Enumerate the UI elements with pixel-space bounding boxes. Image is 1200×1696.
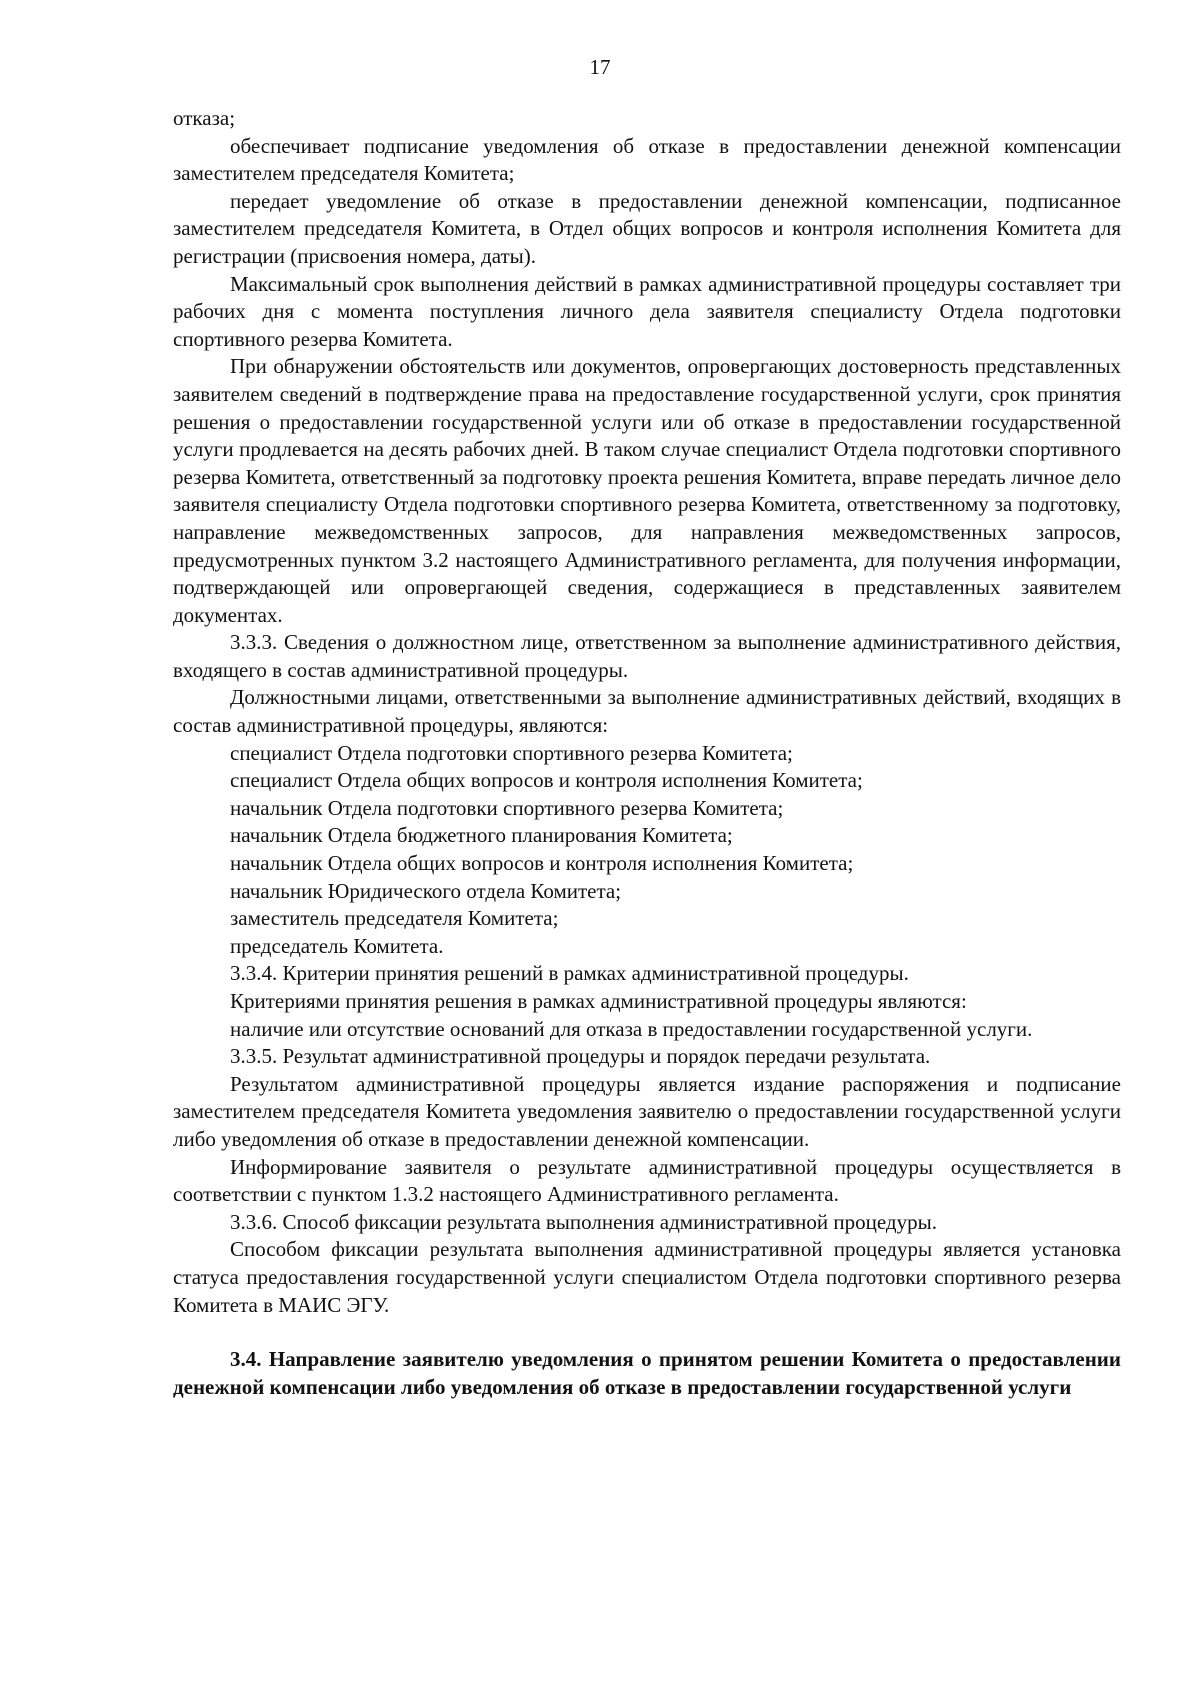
list-item: начальник Отдела общих вопросов и контроля исполнения Комитета; [230, 851, 854, 876]
list-item: начальник Отдела подготовки спортивного резерва Комитета; [230, 795, 784, 820]
paragraph: Должностными лицами, ответственными за выполнение административных действий, входящих в состав административной процедуры, являются: [173, 685, 1121, 738]
paragraph: 3.3.6. Способ фиксации результата выполнения административной процедуры. [230, 1209, 937, 1234]
paragraph: 3.3.3. Сведения о должностном лице, ответственном за выполнение административного действия, входящего в состав административной процедуры. [173, 630, 1121, 682]
paragraph: обеспечивает подписание уведомления об отказе в предоставлении денежной компенсации заместителем председателя Комитета; [173, 133, 1121, 186]
section-heading: 3.4. Направление заявителю уведомления о принятом решении Комитета о предоставлении денежной компенсации либо уведомления об отказе в предоставлении государственной услуги [173, 1347, 1121, 1399]
paragraph: отказа; [173, 106, 236, 130]
paragraph: Информирование заявителя о результате административной процедуры осуществляется в соответствии с пунктом 1.3.2 настоящего Административного регламента. [173, 1154, 1121, 1207]
paragraph: 3.3.5. Результат административной процедуры и порядок передачи результата. [230, 1044, 931, 1069]
list-item: председатель Комитета. [230, 933, 444, 958]
page-number: 17 [589, 55, 611, 79]
paragraph: Результатом административной процедуры является издание распоряжения и подписание заместителем председателя Комитета уведомления заявителю о предоставлении государственной услуги либо уведомления об отказе в предоставлении денежной компенсации. [173, 1071, 1121, 1151]
list-item: начальник Юридического отдела Комитета; [230, 878, 622, 903]
document-body [173, 105, 1121, 1422]
list-item: заместитель председателя Комитета; [230, 906, 559, 931]
paragraph: Способом фиксации результата выполнения административной процедуры является установка статуса предоставления государственной услуги специалистом Отдела подготовки спортивного резерва Комитета в МАИС ЭГУ. [173, 1237, 1121, 1317]
paragraph: Максимальный срок выполнения действий в рамках административной процедуры составляет три рабочих дня с момента поступления личного дела заявителя специалисту Отдела подготовки спортивного резерва Комитета. [173, 271, 1121, 351]
paragraph: передает уведомление об отказе в предоставлении денежной компенсации, подписанное заместителем председателя Комитета, в Отдел общих вопросов и контроля исполнения Комитета для регистрации (присвоения номера, даты). [173, 188, 1121, 268]
list-item: специалист Отдела общих вопросов и контроля исполнения Комитета; [230, 768, 863, 793]
paragraph: Критериями принятия решения в рамках административной процедуры являются: [230, 989, 967, 1013]
paragraph: наличие или отсутствие оснований для отказа в предоставлении государственной услуги. [230, 1016, 1033, 1041]
paragraph: 3.3.4. Критерии принятия решений в рамках административной процедуры. [230, 961, 909, 986]
list-item: начальник Отдела бюджетного планирования Комитета; [230, 823, 733, 848]
paragraph: При обнаружении обстоятельств или документов, опровергающих достоверность представленных заявителем сведений в подтверждение права на предоставление государственной услуги, срок принятия решения о предоставлении государственной услуги или об отказе в предоставлении государственной услуги продлевается на десять рабочих дней. В таком случае специалист Отдела подготовки спортивного резерва Комитета, ответственный за подготовку проекта решения Комитета, вправе передать личное дело заявителя специалисту Отдела подготовки спортивного резерва Комитета, ответственному за подготовку, направление межведомственных запросов, для направления межведомственных запросов, предусмотренных пунктом 3.2 настоящего Административного регламента, для получения информации, подтверждающей или опровергающей сведения, содержащиеся в представленных заявителем документах. [173, 354, 1121, 627]
list-item: специалист Отдела подготовки спортивного резерва Комитета; [230, 740, 793, 765]
